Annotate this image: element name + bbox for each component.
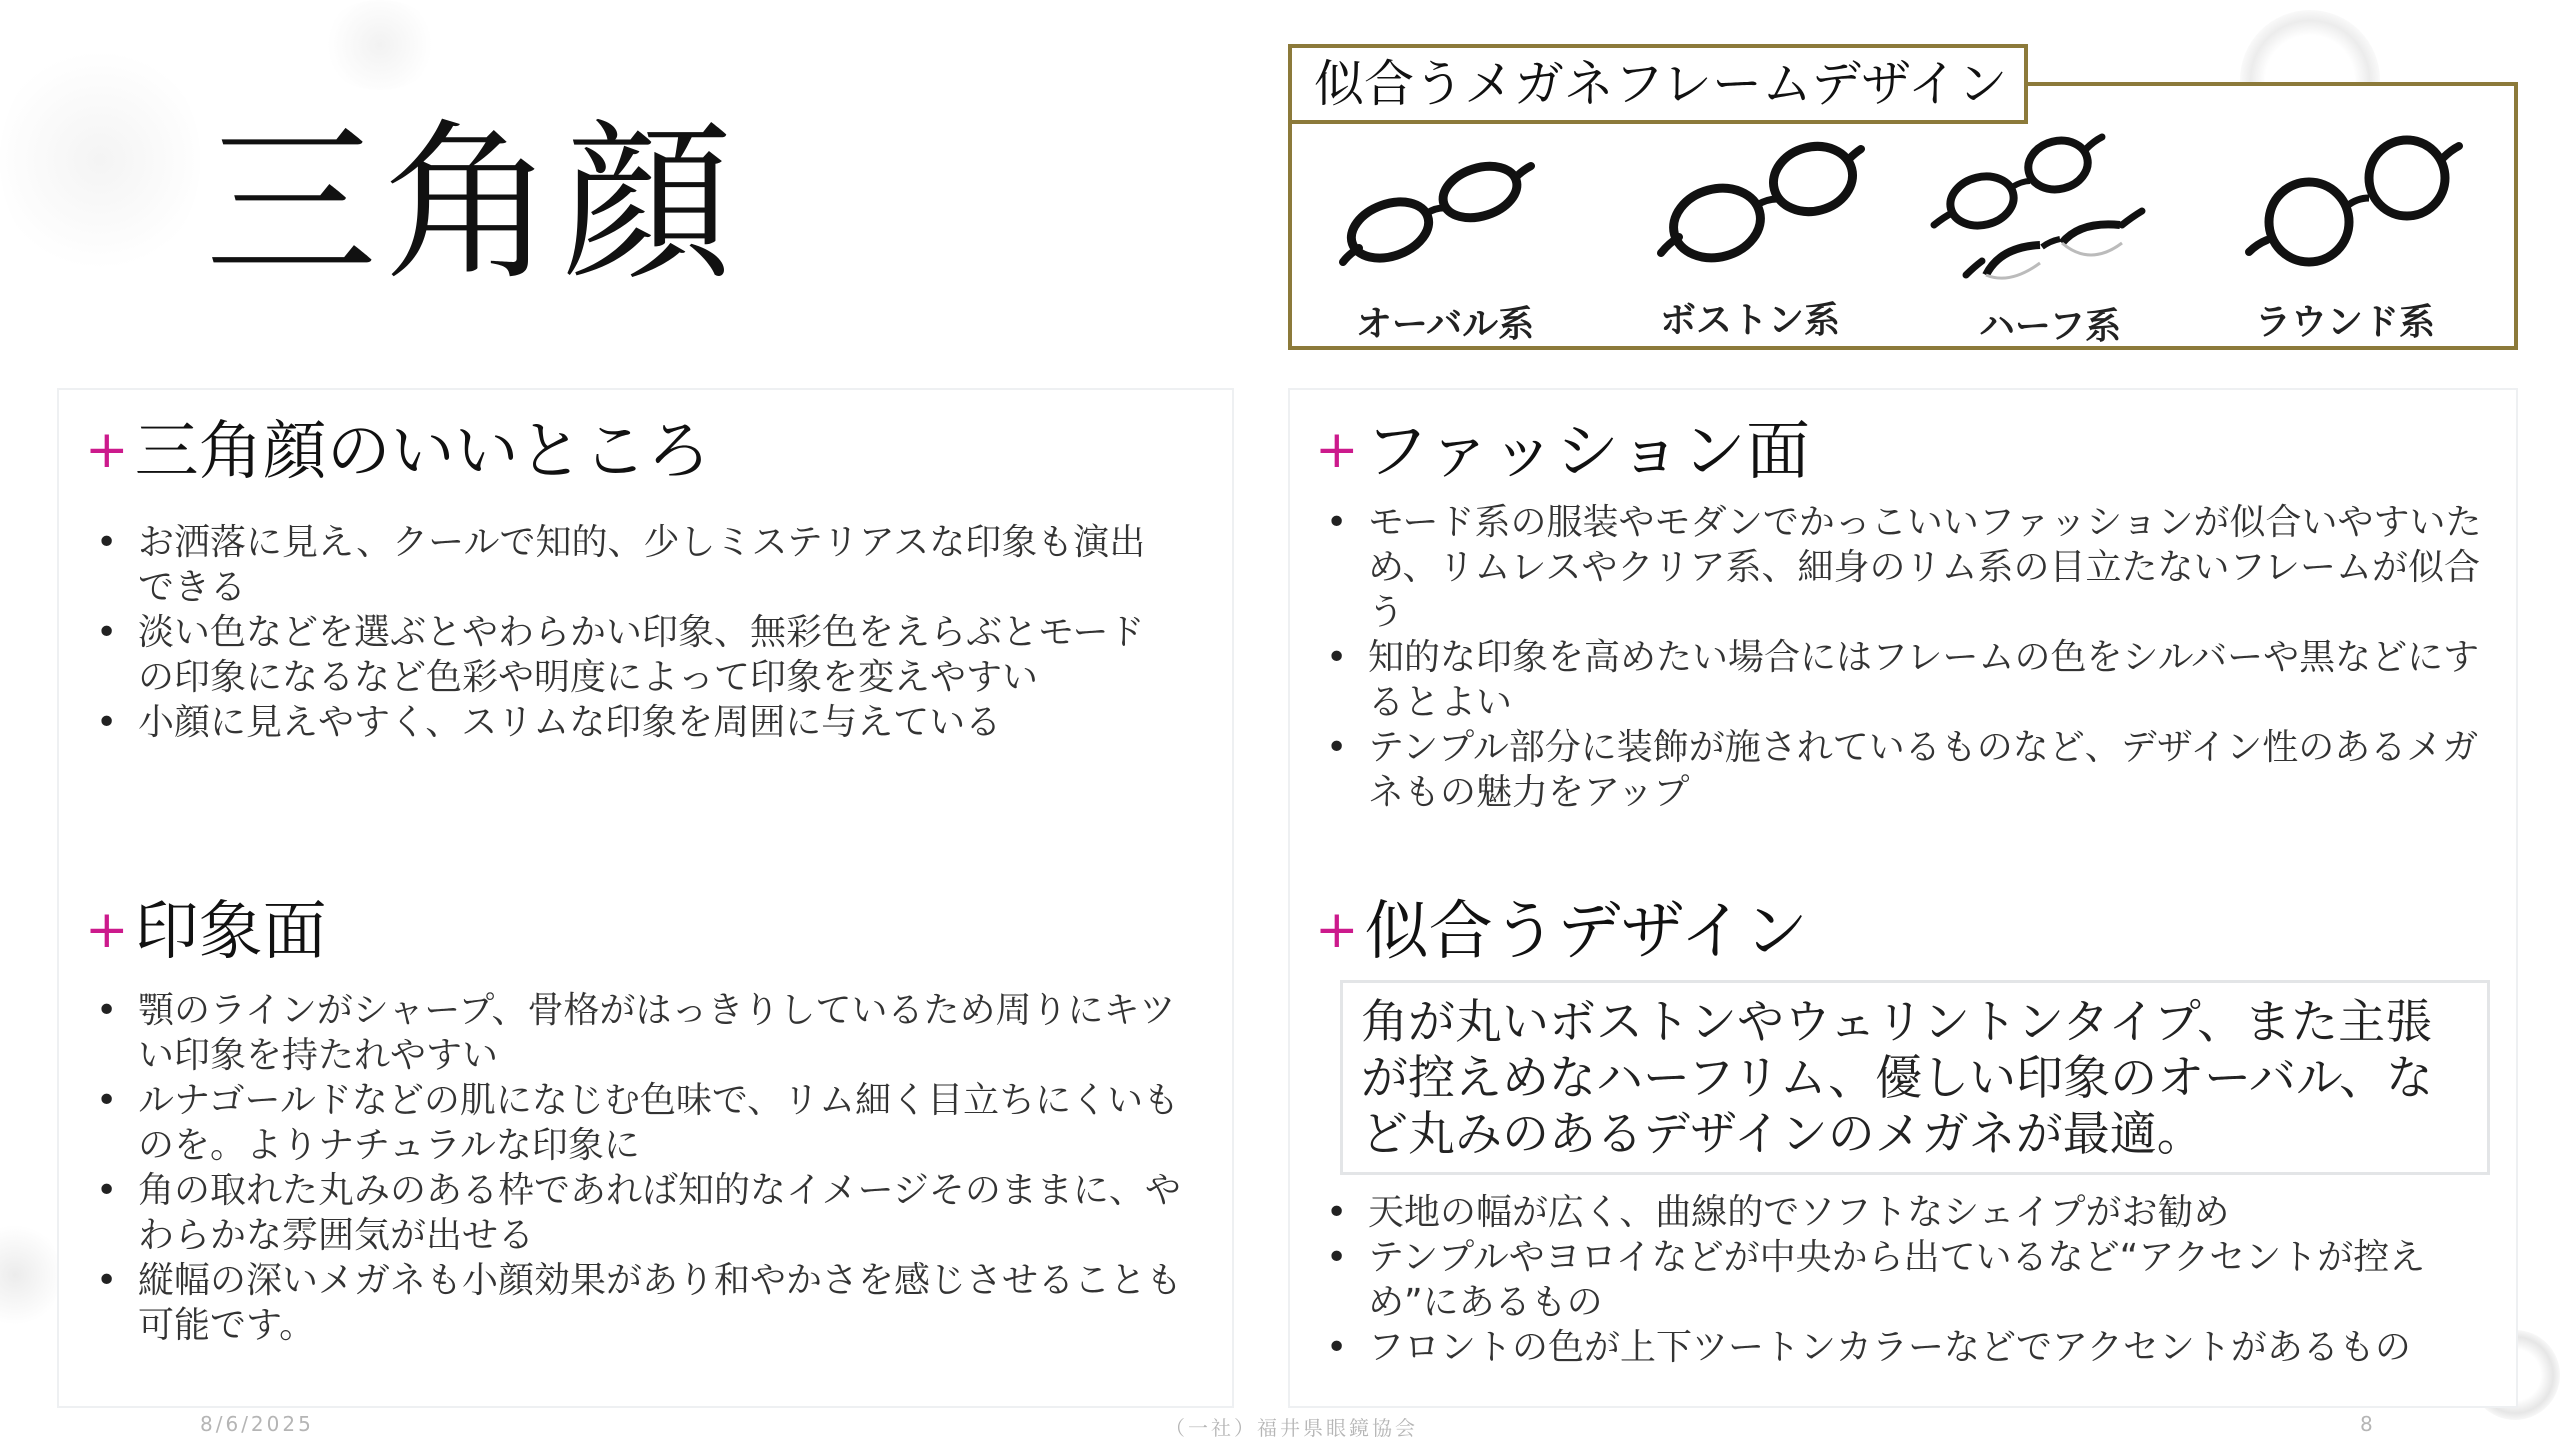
footer-date: 8/6/2025 (200, 1412, 314, 1436)
list-item: • 小顔に見えやすく、スリムな印象を周囲に与えている (78, 700, 1178, 745)
decorative-circle (0, 1220, 60, 1330)
glasses-type-label-round: ラウンド系 (2254, 302, 2435, 343)
section-heading-impression (85, 895, 327, 969)
glasses-type-label-oval: オーバル系 (1355, 304, 1535, 345)
plus-icon: + (1315, 420, 1359, 480)
section-heading-good-points (85, 415, 711, 489)
list-item: • テンプル部分に装飾が施されているものなど、デザイン性のあるメガネもの魅力をアップ (1308, 725, 2503, 815)
list-item: • 顎のラインがシャープ、骨格がはっきりしているため周りにキツい印象を持たれやすい (78, 988, 1188, 1078)
list-item: • モード系の服装やモダンでかっこいいファッションが似合いやすいため、リムレスやクリア系、細身のリム系の目立たないフレームが似合う (1308, 500, 2503, 635)
fashion-list (1308, 500, 2503, 815)
slide-title: 三角顔 (205, 103, 739, 304)
plus-icon: + (85, 420, 129, 480)
list-item: • フロントの色が上下ツートンカラーなどでアクセントがあるもの (1308, 1325, 2503, 1370)
footer-page-number: 8 (2360, 1412, 2376, 1436)
list-item: • 角の取れた丸みのある枠であれば知的なイメージそのままに、やわらかな雰囲気が出せる (78, 1168, 1188, 1258)
good-points-list (78, 520, 1178, 745)
plus-icon: + (85, 900, 129, 960)
section-heading-label: 似合うデザイン (1364, 895, 1809, 969)
list-item: • 知的な印象を高めたい場合にはフレームの色をシルバーや黒などにするとよい (1308, 635, 2503, 725)
list-item: • 淡い色などを選ぶとやわらかい印象、無彩色をえらぶとモードの印象になるなど色彩や明度によって印象を変えやすい (78, 610, 1178, 700)
section-heading-fashion (1315, 415, 1811, 489)
decorative-circle (320, 0, 440, 90)
footer-organization: （一社）福井県眼鏡協会 (1165, 1416, 1418, 1440)
list-item: • テンプルやヨロイなどが中央から出ているなど“アクセントが控え め”にあるもの (1308, 1235, 2503, 1325)
impression-list (78, 988, 1188, 1348)
section-heading-label: 三角顔のいいところ (134, 415, 711, 489)
glasses-type-label-half: ハーフ系 (1978, 306, 2122, 347)
frame-design-label: 似合うメガネフレームデザイン (1288, 44, 2028, 124)
decorative-circle (0, 40, 200, 280)
boston-glasses-icon (1655, 135, 1865, 275)
oval-glasses-icon (1335, 150, 1535, 280)
section-heading-label: 印象面 (134, 895, 327, 969)
list-item: • お洒落に見え、クールで知的、少しミステリアスな印象も演出できる (78, 520, 1178, 610)
half-rim-glasses-icon (1930, 125, 2160, 295)
list-item: • 縦幅の深いメガネも小顔効果があり和やかさを感じさせることも可能です。 (78, 1258, 1188, 1348)
section-heading-suitable-design (1315, 895, 1809, 969)
section-heading-label: ファッション面 (1364, 415, 1811, 489)
list-item: • 天地の幅が広く、曲線的でソフトなシェイプがお勧め (1308, 1190, 2503, 1235)
recommended-design-callout: 角が丸いボストンやウェリントンタイプ、また主張が控えめなハーフリム、優しい印象のオーバル、など丸みのあるデザインのメガネが最適。 (1340, 980, 2490, 1175)
suitable-design-list (1308, 1190, 2503, 1370)
list-item: • ルナゴールドなどの肌になじむ色味で、リム細く目立ちにくいものを。よりナチュラルな印象に (78, 1078, 1188, 1168)
plus-icon: + (1315, 900, 1359, 960)
glasses-type-label-boston: ボストン系 (1659, 300, 1840, 341)
round-glasses-icon (2245, 130, 2465, 275)
